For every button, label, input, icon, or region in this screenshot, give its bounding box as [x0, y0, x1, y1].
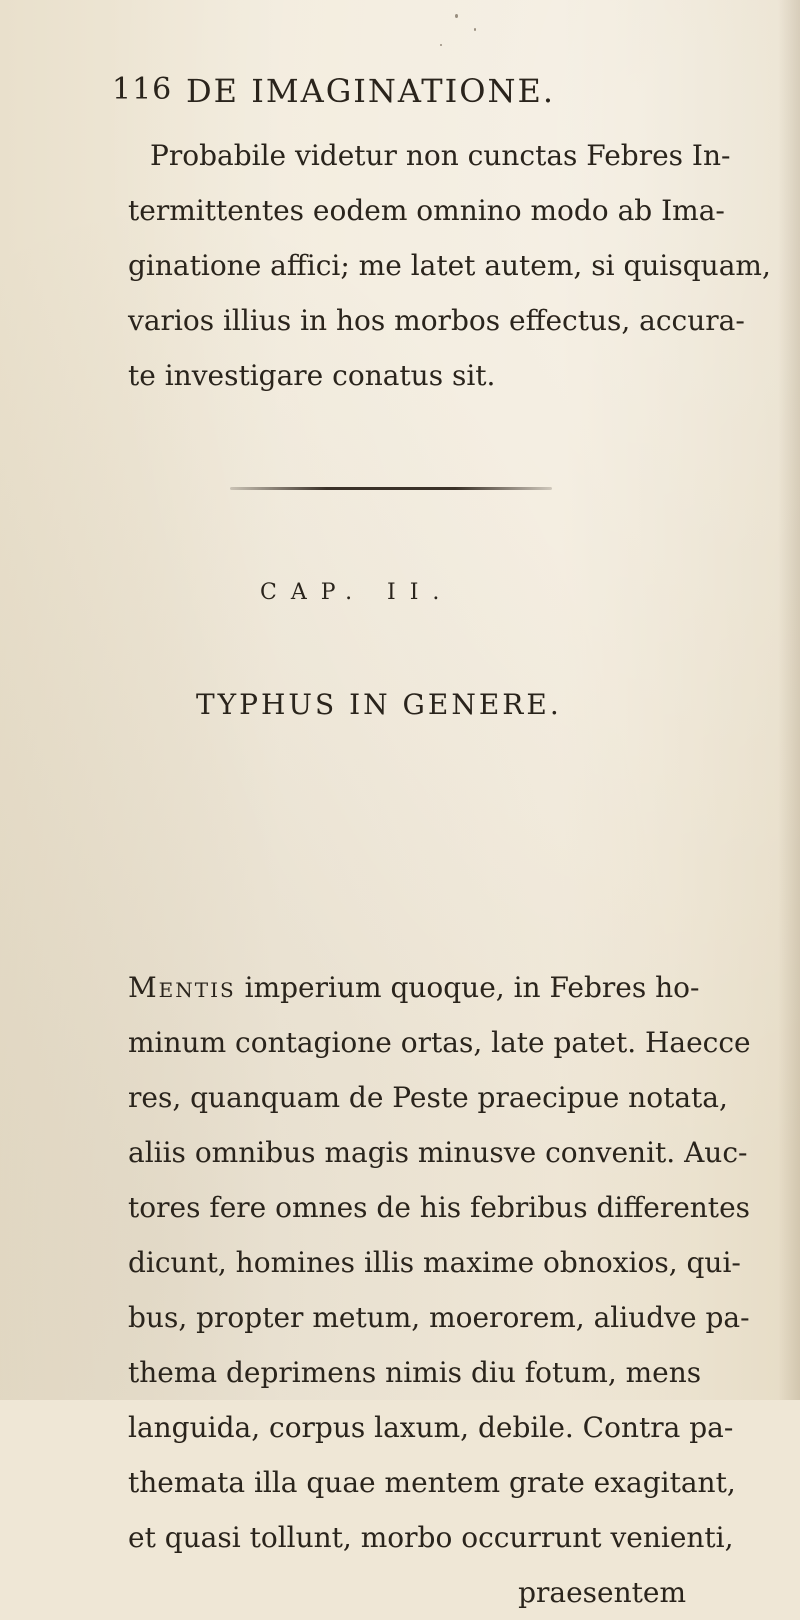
print-speck: [455, 14, 458, 18]
text-line: bus, propter metum, moerorem, aliudve pa-: [128, 1301, 750, 1334]
text-line: te investigare conatus sit.: [128, 359, 496, 392]
running-header: [112, 72, 672, 120]
catchword: praesentem: [518, 1576, 686, 1609]
text-line: tores fere omnes de his febribus differentes: [128, 1191, 751, 1224]
text-line: res, quanquam de Peste praecipue notata,: [128, 1081, 728, 1114]
chapter-title: TYPHUS IN GENERE.: [196, 688, 562, 721]
text-line: themata illa quae mentem grate exagitant,: [128, 1466, 736, 1499]
text-line: dicunt, homines illis maxime obnoxios, qui-: [128, 1246, 741, 1279]
page-edge-shadow: [778, 0, 800, 1400]
page-number: 116: [112, 72, 173, 107]
text-line: languida, corpus laxum, debile. Contra pa-: [128, 1411, 734, 1444]
text-line: aliis omnibus magis minusve convenit. Auc-: [128, 1136, 748, 1169]
lead-word: Mentis: [128, 971, 236, 1004]
chapter-heading: CAP. II.: [260, 580, 454, 605]
text-line: termittentes eodem omnino modo ab Ima-: [128, 194, 725, 227]
text-line: [128, 960, 700, 1015]
section-divider-rule: [230, 487, 552, 490]
text-line: ginatione affici; me latet autem, si quisquam,: [128, 249, 771, 282]
paragraph-intro: [128, 128, 771, 403]
text-line-rest: imperium quoque, in Febres ho-: [235, 971, 700, 1004]
text-line: Probabile videtur non cunctas Febres In-: [150, 139, 731, 172]
print-speck: [474, 28, 476, 31]
print-speck: [440, 44, 442, 46]
running-title: DE IMAGINATIONE.: [186, 72, 556, 110]
text-line: et quasi tollunt, morbo occurrunt venienti,: [128, 1521, 734, 1554]
text-line: varios illius in hos morbos effectus, accura-: [128, 304, 745, 337]
text-line: thema deprimens nimis diu fotum, mens: [128, 1356, 702, 1389]
paragraph-typhus: [128, 960, 751, 1620]
text-line: minum contagione ortas, late patet. Haecce: [128, 1026, 751, 1059]
